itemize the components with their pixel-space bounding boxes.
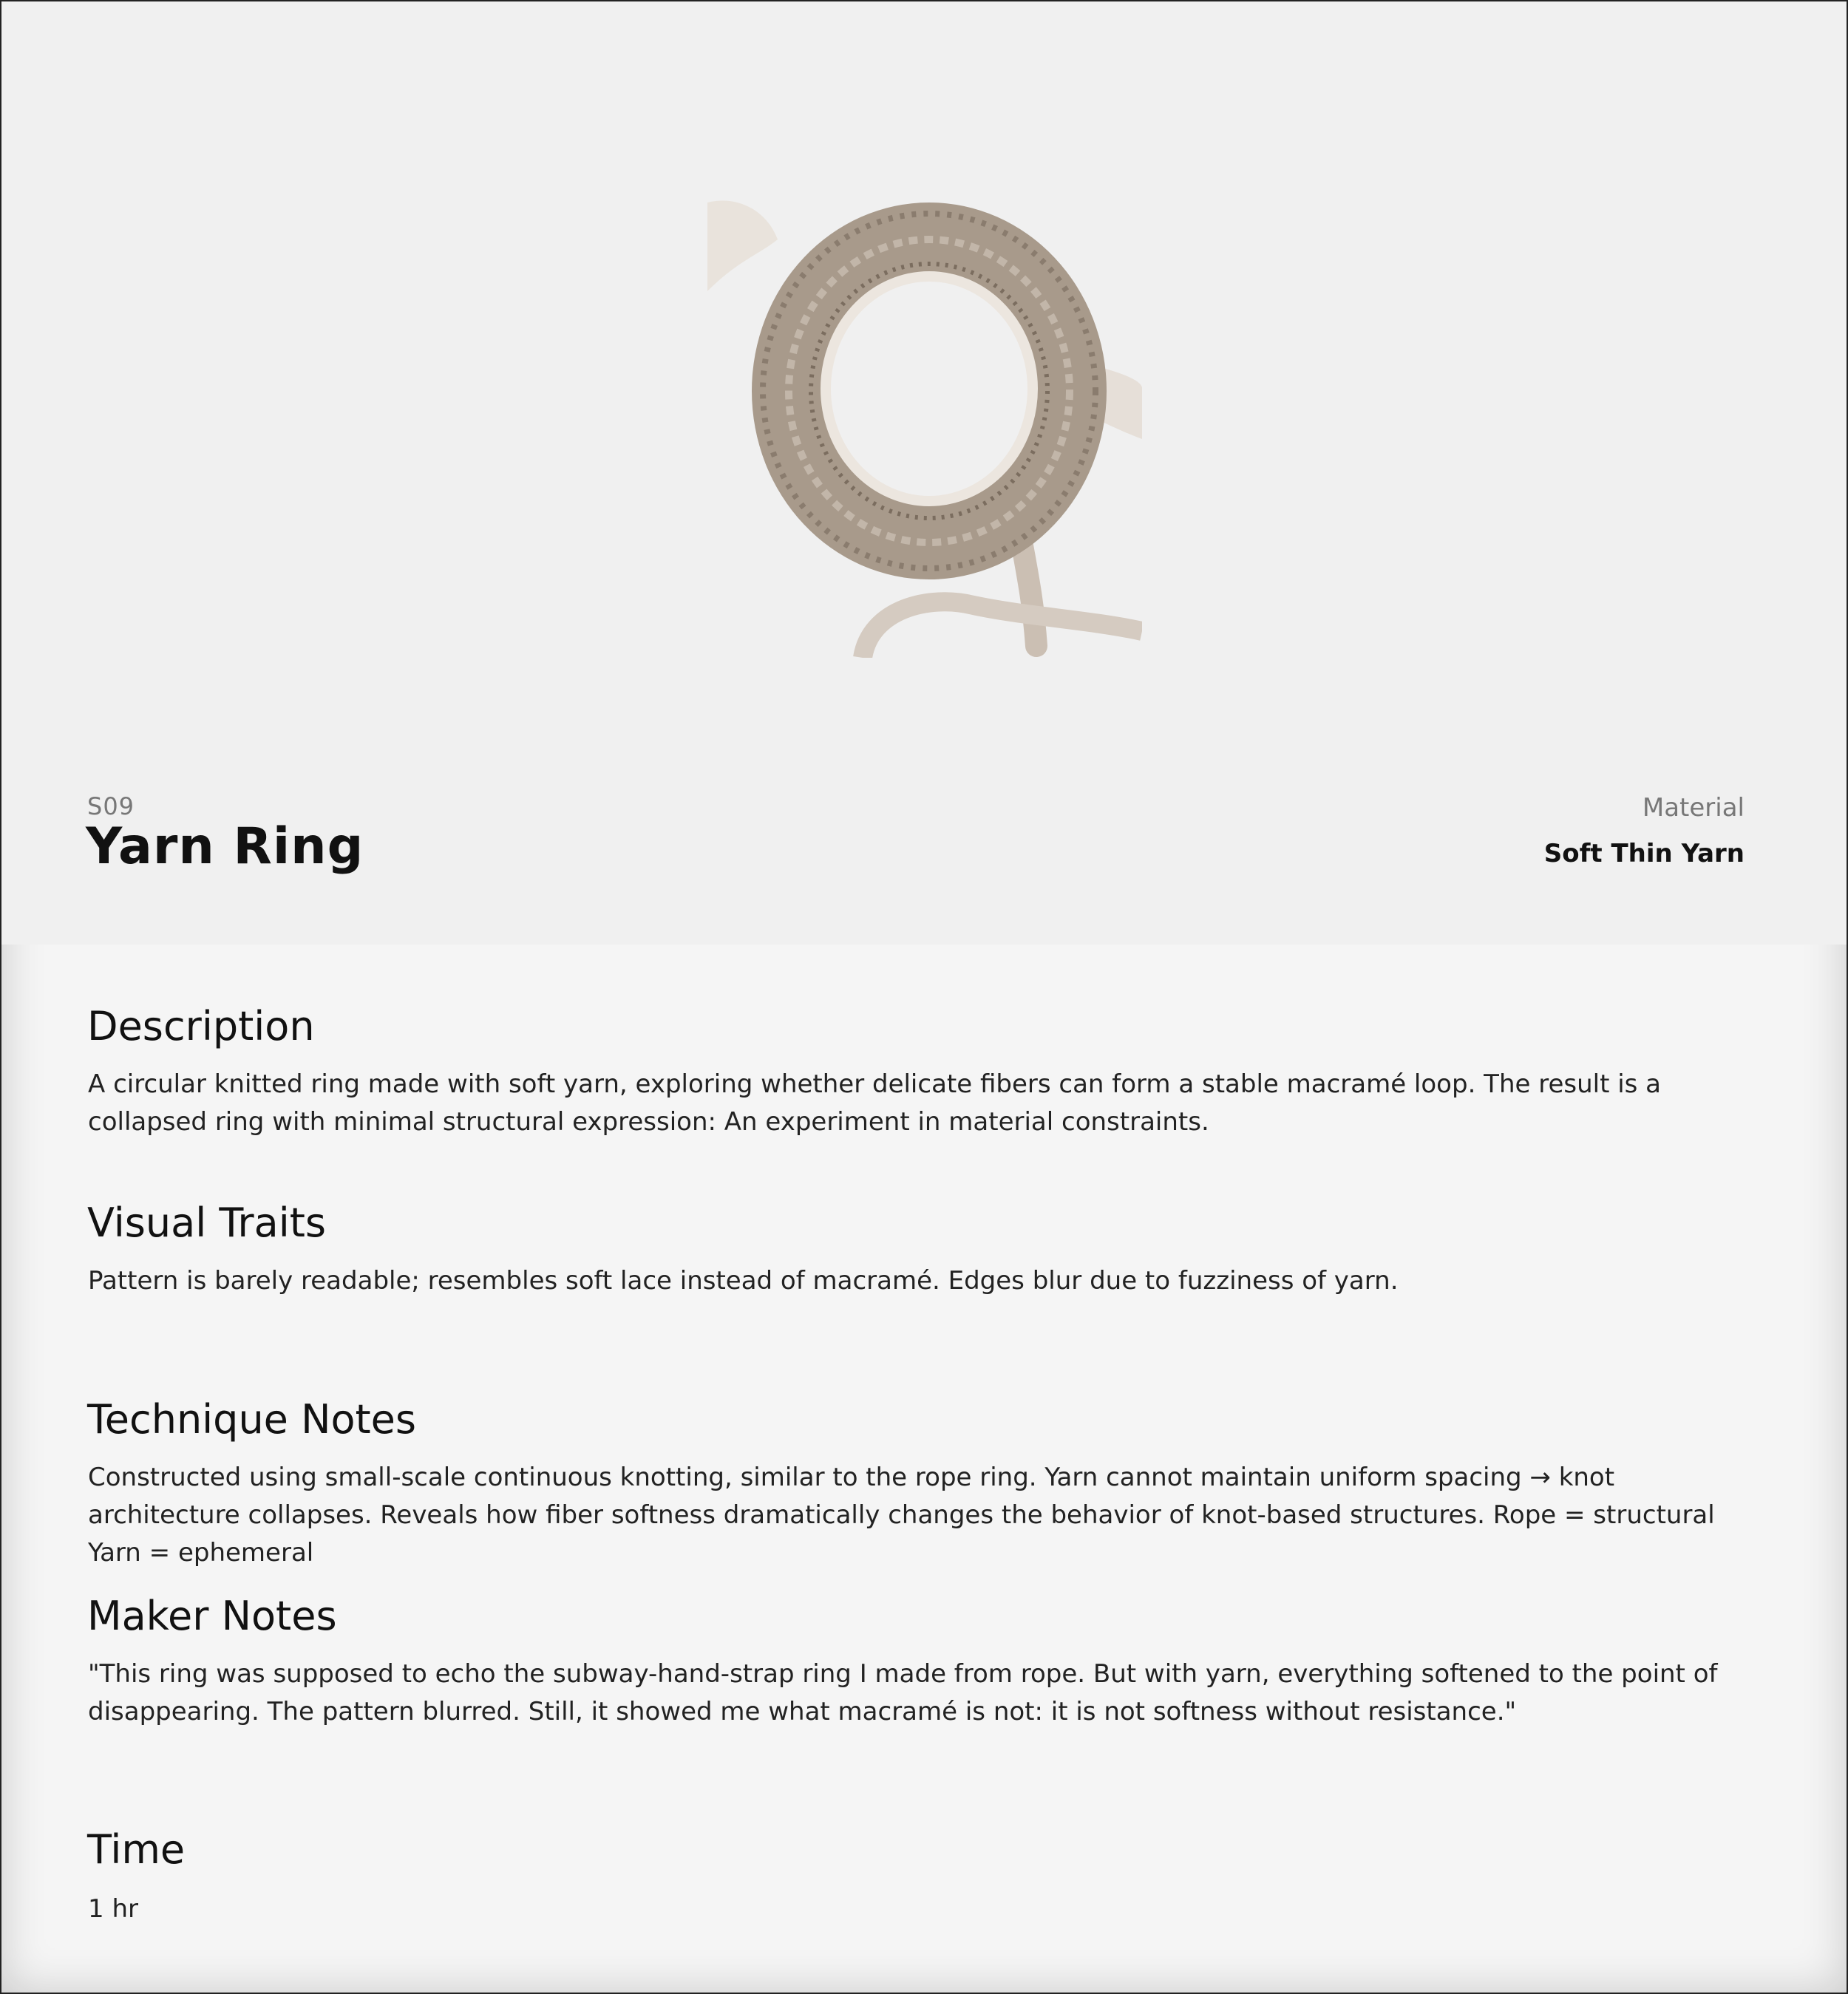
time-value: 1 hr <box>88 1894 138 1924</box>
technique-notes-heading: Technique Notes <box>87 1396 417 1443</box>
maker-notes-heading: Maker Notes <box>87 1593 337 1639</box>
yarn-ring-photo <box>707 195 1142 658</box>
visual-traits-body: Pattern is barely readable; resembles soft lace instead of macramé. Edges blur due to fuzziness of yarn. <box>88 1266 1399 1296</box>
sample-title: Yarn Ring <box>86 817 364 876</box>
time-heading: Time <box>87 1826 186 1873</box>
visual-traits-heading: Visual Traits <box>87 1200 327 1246</box>
material-value: Soft Thin Yarn <box>1543 839 1745 868</box>
material-label: Material <box>1642 793 1745 823</box>
hero-section <box>1 1 1847 945</box>
technique-notes-body: Constructed using small-scale continuous knotting, similar to the rope ring. Yarn cannot maintain uniform spacing → knot architecture collapses. Reveals how fiber softness dramatically changes the behavior of knot-based structures. Rope = structural Yarn = ephemeral <box>88 1463 1715 1568</box>
description-body: A circular knitted ring made with soft yarn, exploring whether delicate fibers can form a stable macramé loop. The result is a collapsed ring with minimal structural expression: An experiment in material constraints. <box>88 1069 1662 1137</box>
maker-notes-body: "This ring was supposed to echo the subway-hand-strap ring I made from rope. But with yarn, everything softened to the point of disappearing. The pattern blurred. Still, it showed me what macramé is not: it is not softness without resistance." <box>88 1659 1718 1726</box>
description-heading: Description <box>87 1003 315 1049</box>
sample-code: S09 <box>87 792 135 820</box>
